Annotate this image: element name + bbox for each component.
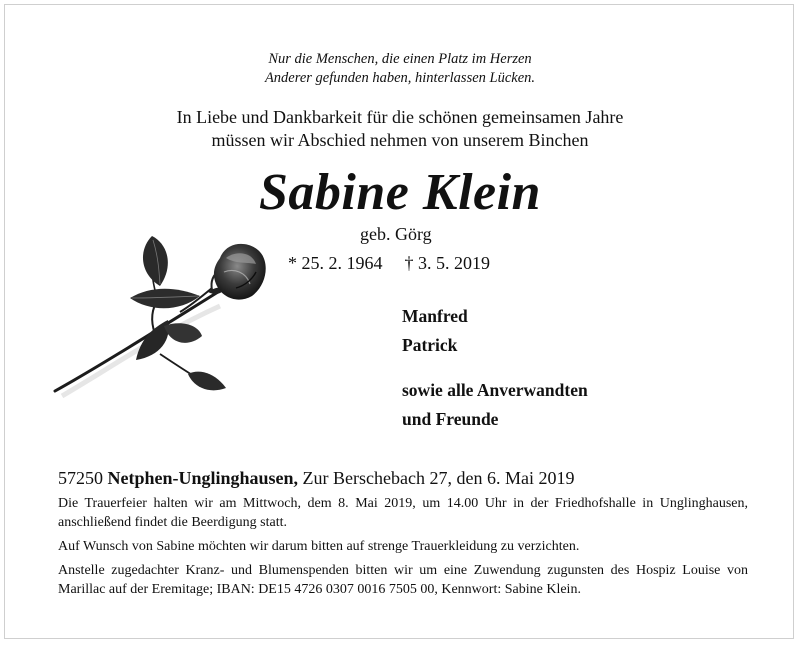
birth-name: geb. Görg [360,224,432,244]
mourner-name-2: Patrick [402,335,458,355]
postal-code: 57250 [58,468,103,488]
street-and-date: Zur Berschebach 27, den 6. Mai 2019 [302,468,575,488]
quote-line-2: Anderer gefunden haben, hinterlassen Lücken. [264,70,536,86]
quote-line-1: Nur die Menschen, die einen Platz im Herzen [268,51,532,67]
life-dates [288,252,490,274]
intro-text [0,106,800,152]
memorial-quote [0,50,800,88]
birth-date: * 25. 2. 1964 [288,253,383,273]
donation-paragraph: Anstelle zugedachter Kranz- und Blumenspenden bitten wir um eine Zuwendung zugunsten des Hospiz Louise von Marillac auf der Eremitage; IBAN: DE15 4726 0307 0016 7505 00, Kennwort: Sabine Klein. [58,563,748,597]
intro-line-2: müssen wir Abschied nehmen von unserem Binchen [211,130,589,150]
funeral-paragraph: Die Trauerfeier halten wir am Mittwoch, dem 8. Mai 2019, um 14.00 Uhr in der Friedhofshalle in Unglinghausen, anschließend findet die Beerdigung statt. [58,496,748,530]
death-date: † 3. 5. 2019 [404,253,490,273]
mourner-name-1: Manfred [402,306,468,326]
mourners [402,302,588,434]
clothing-paragraph: Auf Wunsch von Sabine möchten wir darum bitten auf strenge Trauerkleidung zu verzichten. [58,539,580,554]
rose-icon [40,228,290,408]
town-name: Netphen-Unglinghausen, [107,468,299,488]
relatives-line-1: sowie alle Anverwandten [402,380,588,400]
intro-line-1: In Liebe und Dankbarkeit für die schönen gemeinsamen Jahre [176,107,624,127]
address-line [58,467,574,489]
deceased-name: Sabine Klein [259,164,541,221]
relatives-line-2: und Freunde [402,409,499,429]
